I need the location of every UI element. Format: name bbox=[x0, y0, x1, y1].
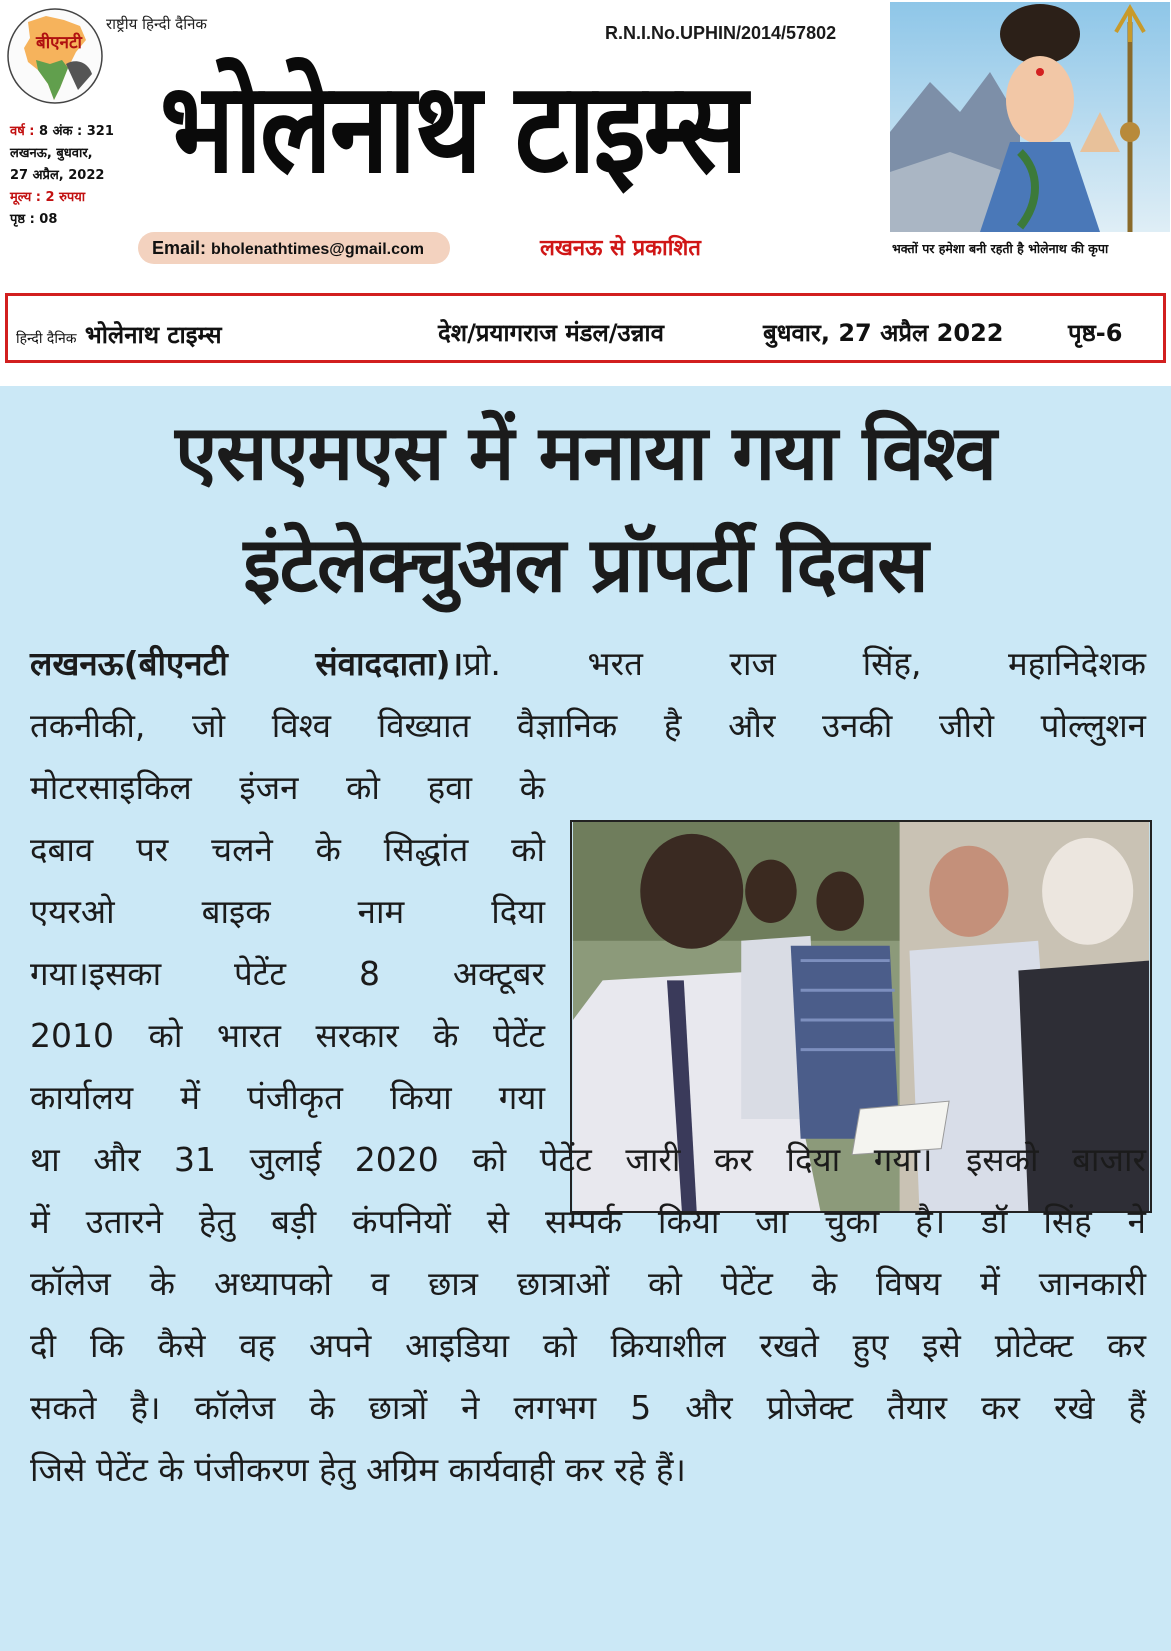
masthead-title: भोलेनाथ टाइम्स bbox=[160, 55, 746, 201]
body-line: सकते है। कॉलेज के छात्रों ने लगभग 5 और प्रोजेक्ट तैयार कर रखे हैं bbox=[30, 1388, 1146, 1427]
strip-page-number: पृष्ठ-6 bbox=[1068, 319, 1123, 347]
logo-text: बीएनटी bbox=[36, 33, 82, 53]
body-line: तकनीकी, जो विश्व विख्यात वैज्ञानिक है और उनकी जीरो पोल्लुशन bbox=[30, 706, 1146, 745]
byline: लखनऊ(बीएनटी संवाददाता)। bbox=[30, 644, 464, 683]
article bbox=[0, 386, 1171, 1651]
body-line: था और 31 जुलाई 2020 को पेटेंट जारी कर दिया गया। इसको बाजार bbox=[30, 1140, 1146, 1179]
published-from: लखनऊ से प्रकाशित bbox=[540, 236, 701, 261]
headline-line-1: एसएमएस में मनाया गया विश्व bbox=[175, 408, 996, 497]
volume-label: वर्ष : bbox=[10, 124, 35, 139]
deity-image bbox=[890, 2, 1170, 232]
strip-brand bbox=[16, 318, 222, 351]
strip-section: देश/प्रयागराज मंडल/उन्नाव bbox=[438, 319, 664, 347]
strip-date: बुधवार, 27 अप्रैल 2022 bbox=[763, 319, 1004, 347]
email-badge bbox=[138, 232, 450, 264]
price-value: 2 रुपया bbox=[45, 190, 86, 205]
body-line: जिसे पेटेंट के पंजीकरण हेतु अग्रिम कार्यवाही कर रहे हैं। bbox=[30, 1450, 686, 1489]
body-line: मोटरसाइकिल इंजन को हवा के bbox=[30, 768, 545, 807]
price-label: मूल्य : bbox=[10, 190, 41, 205]
volume-value: 8 अंक : 321 bbox=[39, 124, 114, 139]
page-count: पृष्ठ : 08 bbox=[10, 212, 58, 227]
body-line: एयरओ बाइक नाम दिया bbox=[30, 892, 545, 931]
body-line: लखनऊ(बीएनटी संवाददाता)।प्रो. भरत राज सिंह, महानिदेशक bbox=[30, 644, 1146, 683]
headline-line-2: इंटेलेक्चुअल प्रॉपर्टी दिवस bbox=[243, 520, 928, 609]
tagline: राष्ट्रीय हिन्दी दैनिक bbox=[106, 15, 207, 33]
volume-issue bbox=[10, 124, 114, 140]
body-line: में उतारने हेतु बड़ी कंपनियों से सम्पर्क किया जा चुका है। डॉ सिंह ने bbox=[30, 1202, 1146, 1241]
strip-brand-name: भोलेनाथ टाइम्स bbox=[84, 321, 222, 349]
email-address: bholenathtimes@gmail.com bbox=[211, 241, 425, 258]
strip-brand-prefix: हिन्दी दैनिक bbox=[16, 331, 77, 347]
body-line: कार्यालय में पंजीकृत किया गया bbox=[30, 1078, 545, 1117]
price bbox=[10, 190, 85, 206]
body-line: 2010 को भारत सरकार के पेटेंट bbox=[30, 1016, 545, 1055]
body-line: दबाव पर चलने के सिद्धांत को bbox=[30, 830, 545, 869]
body-line: गया।इसका पेटेंट 8 अक्टूबर bbox=[30, 954, 545, 993]
body-line: कॉलेज के अध्यापको व छात्र छात्राओं को पेटेंट के विषय में जानकारी bbox=[30, 1264, 1146, 1303]
issue-date: 27 अप्रैल, 2022 bbox=[10, 168, 105, 183]
body-line: दी कि कैसे वह अपने आइडिया को क्रियाशील रखते हुए इसे प्रोटेक्ट कर bbox=[30, 1326, 1146, 1365]
newspaper-logo bbox=[6, 4, 104, 108]
email-label: Email: bbox=[152, 238, 207, 258]
page-strip bbox=[5, 293, 1166, 363]
deity-caption: भक्तों पर हमेशा बनी रहती है भोलेनाथ की कृपा bbox=[892, 241, 1109, 256]
rni-number: R.N.I.No.UPHIN/2014/57802 bbox=[605, 23, 837, 43]
city-day: लखनऊ, बुधवार, bbox=[10, 146, 93, 161]
